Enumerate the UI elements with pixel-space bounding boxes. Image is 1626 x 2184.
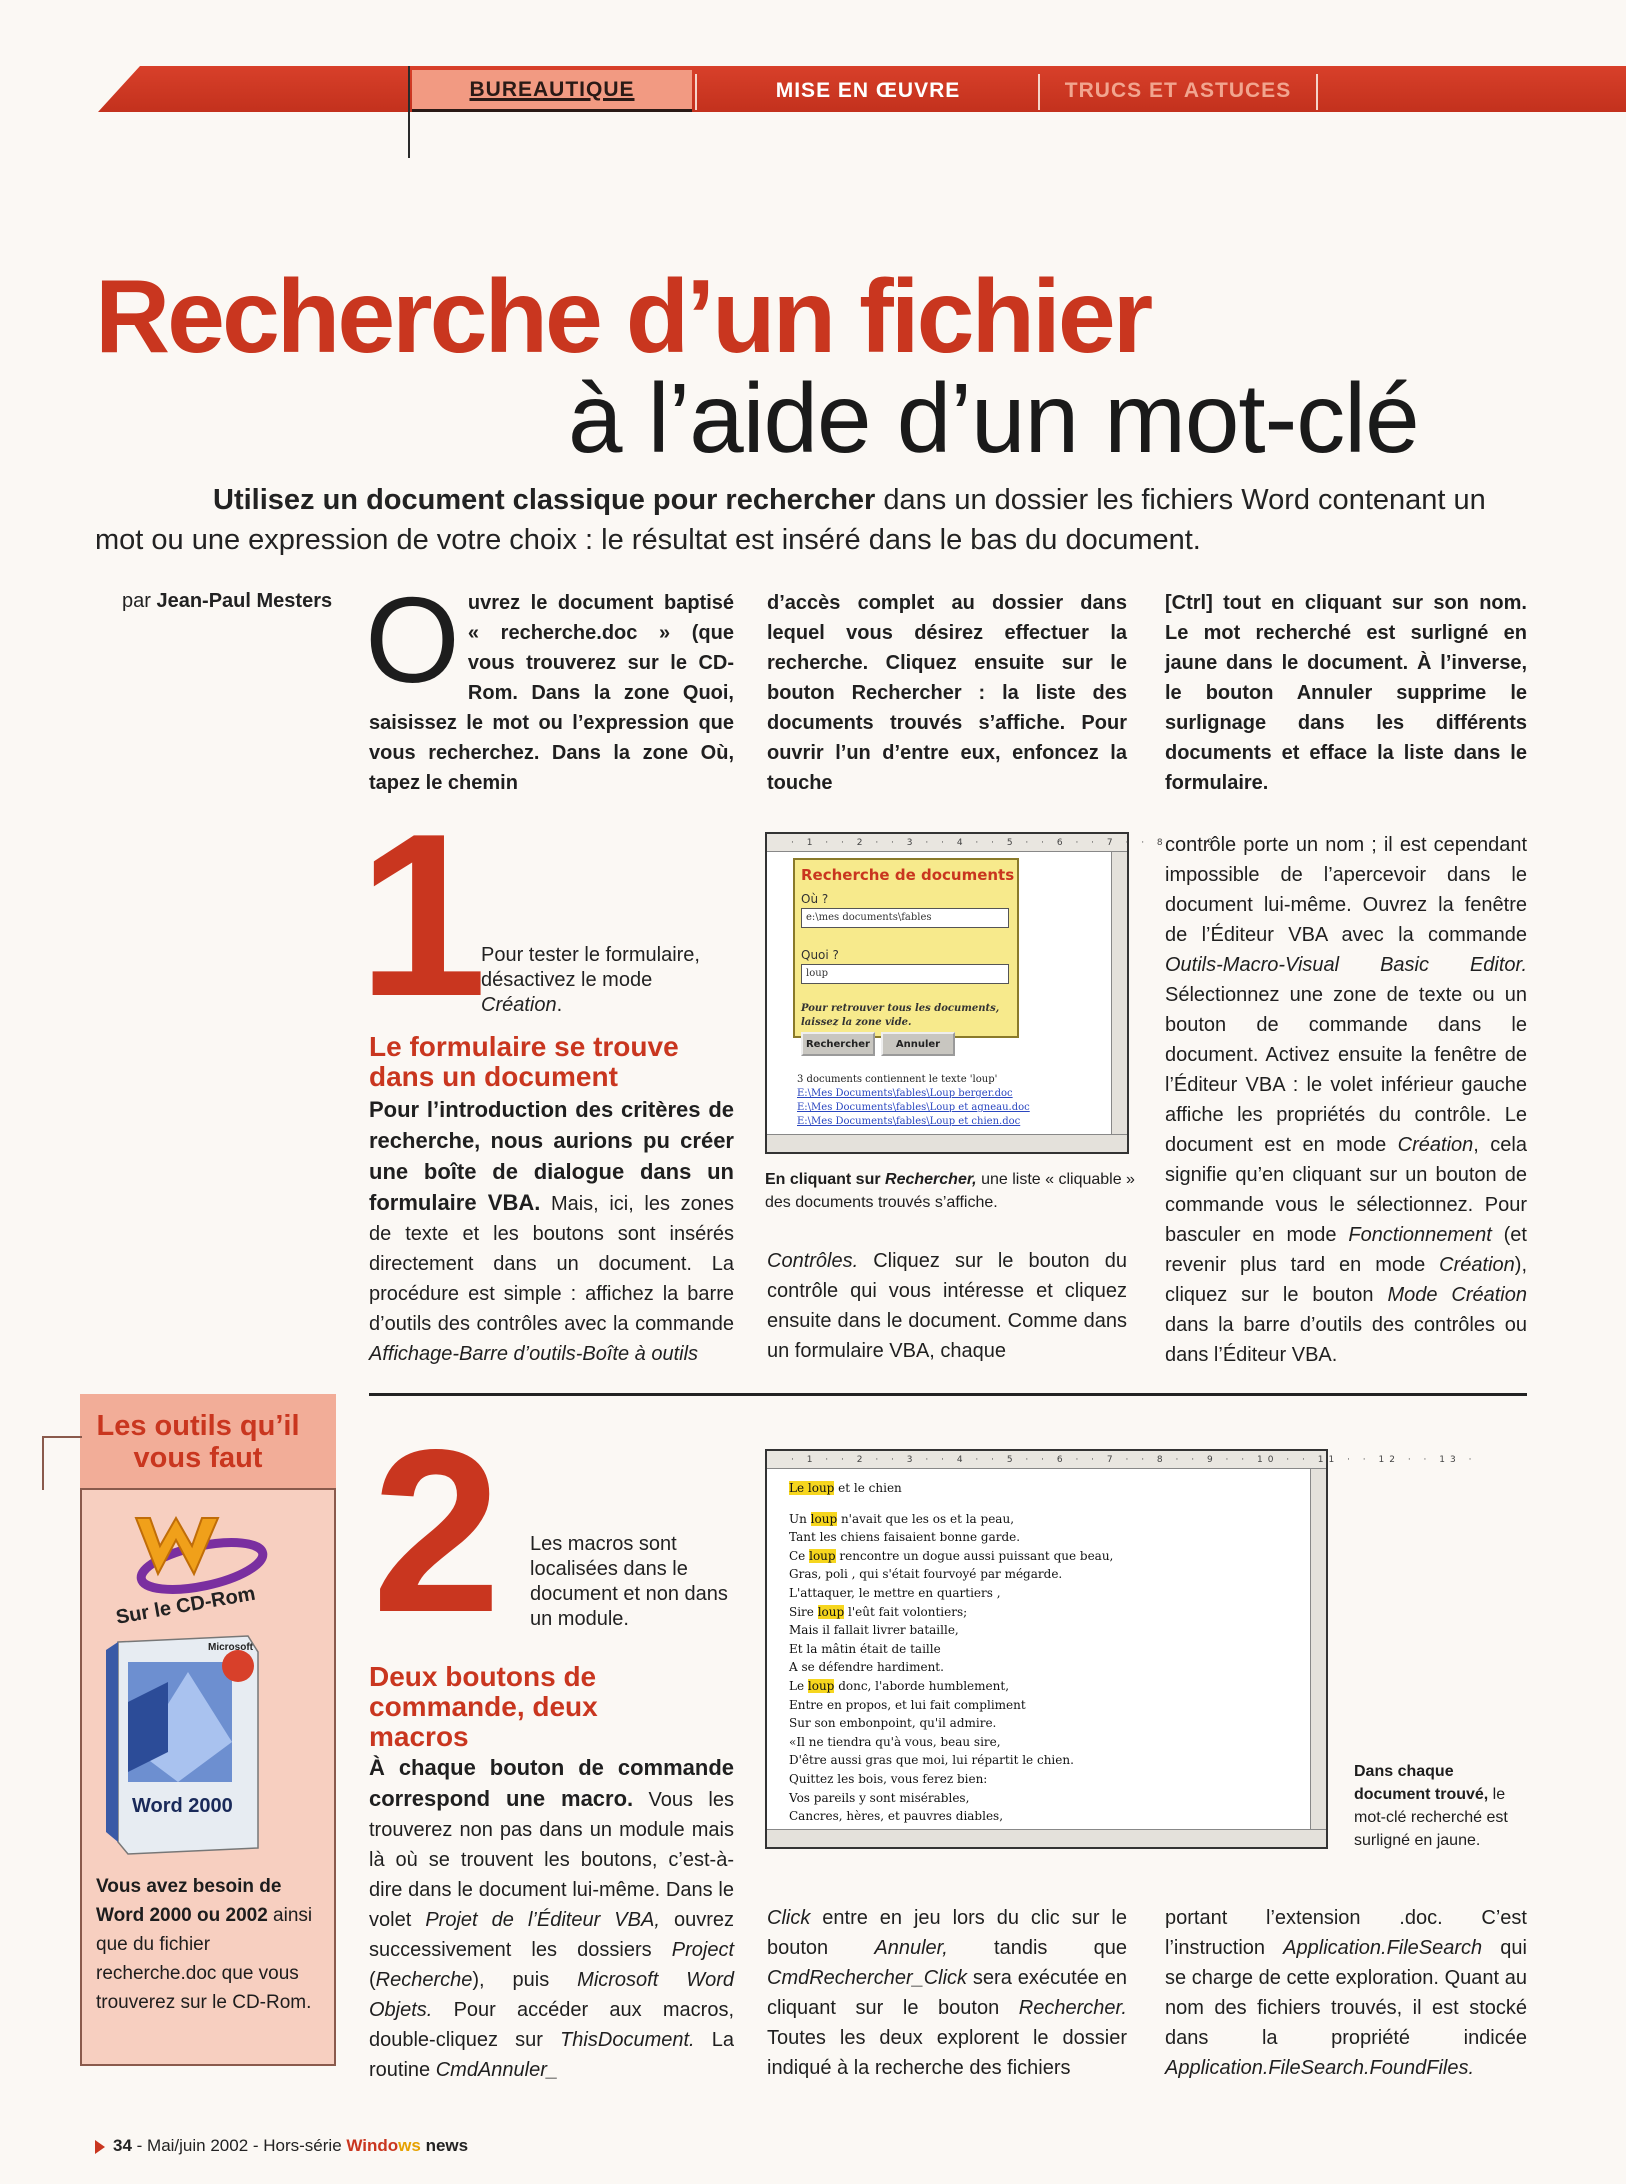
step1-col2-text: Cliquez sur le bouton du contrôle qui vous intéresse et cliquez ensuite dans le document. Comme dans un formulaire VBA, chaque bbox=[767, 1250, 1127, 1362]
step1-col3-b: Sélectionnez une zone de texte ou un bouton de commande dans le document. Activez ensuite la fenêtre de l’Éditeur VBA : le volet inférieur gauche affiche les propriétés du contrôle. Le document est en mode bbox=[1165, 984, 1527, 1156]
step2-col3-a: portant l’extension .doc. C’est l’instruction bbox=[1165, 1907, 1527, 1959]
form-title: Recherche de documents bbox=[801, 866, 1015, 884]
word-2000-box-icon bbox=[98, 1632, 278, 1858]
result-link[interactable]: E:\Mes Documents\fables\Loup berger.doc bbox=[797, 1088, 1013, 1099]
poem-text: n'avait que les os et la peau, bbox=[837, 1511, 1015, 1526]
poem-title-hl: Le loup bbox=[789, 1481, 835, 1495]
poem-text: Sire bbox=[789, 1604, 818, 1619]
highlighted-keyword: loup bbox=[807, 1678, 835, 1693]
step2-caption: Les macros sont localisées dans le document et non dans un module. bbox=[530, 1533, 728, 1630]
footer-brand-a: Windo bbox=[346, 2136, 399, 2155]
step2-body-i5: ThisDocument. bbox=[560, 2029, 695, 2051]
poem-text: Tant les chiens faisaient bonne garde. bbox=[789, 1530, 1021, 1545]
highlighted-keyword: loup bbox=[809, 1548, 836, 1563]
poem-line bbox=[789, 1547, 1113, 1566]
poem-lines bbox=[789, 1510, 1113, 1826]
form-hint: Pour retrouver tous les documents, laissez la zone vide. bbox=[801, 1003, 1000, 1028]
step1-caption-c: . bbox=[556, 994, 563, 1016]
poem-text: l'eût fait volontiers; bbox=[844, 1604, 968, 1619]
poem-caption bbox=[1354, 1760, 1534, 1852]
step1-col3-i1: Outils-Macro-Visual Basic Editor. bbox=[1165, 954, 1527, 976]
step1-col-2 bbox=[767, 1246, 1127, 1366]
step2-body-i2: Project bbox=[671, 1939, 734, 1961]
step1-col3-a: contrôle porte un nom ; il est cependant impossible de l’apercevoir dans le document lui-même. Ouvrez la fenêtre de l’Éditeur VBA avec la commande bbox=[1165, 834, 1527, 946]
step2-lead: À chaque bouton de commande correspond une macro. bbox=[369, 1755, 734, 1811]
step1-lead: Pour l’introduction des critères de recherche, nous aurions pu créer une boîte de dialogue dans un formulaire VBA. bbox=[369, 1097, 734, 1215]
poem-text: Ce bbox=[789, 1548, 810, 1563]
step1-col3-i2: Création bbox=[1397, 1134, 1474, 1156]
sidebar-title: Les outils qu’il vous faut bbox=[96, 1410, 300, 1474]
poem-text: Vos pareils y sont misérables, bbox=[789, 1790, 970, 1805]
poem-line bbox=[789, 1658, 1113, 1677]
byline-prefix: par bbox=[122, 590, 157, 612]
poem-text: Gras, poli , qui s'était fourvoyé par mégarde. bbox=[789, 1567, 1063, 1582]
step-number-1: 1 bbox=[358, 786, 488, 1045]
poem-line bbox=[789, 1714, 1113, 1733]
caption1-bold: En cliquant sur bbox=[765, 1171, 886, 1188]
step2-body-d: ), puis bbox=[472, 1969, 578, 1991]
result-link[interactable]: E:\Mes Documents\fables\Loup et chien.doc bbox=[797, 1116, 1021, 1127]
poem-line bbox=[789, 1510, 1113, 1529]
vertical-scrollbar[interactable] bbox=[1310, 1469, 1326, 1829]
cd-rom-logo-icon bbox=[106, 1510, 286, 1629]
step1-col-3 bbox=[1165, 830, 1527, 1370]
form-screenshot bbox=[765, 832, 1234, 1154]
step1-body: Mais, ici, les zones de texte et les boutons sont insérés directement dans un document. La procédure est simple : affichez la barre d’outils des contrôles avec la commande bbox=[369, 1193, 734, 1335]
step1-col3-i3: Fonctionnement bbox=[1348, 1224, 1492, 1246]
step1-col3-i4: Création bbox=[1439, 1254, 1515, 1276]
step1-col2-italic: Contrôles. bbox=[767, 1250, 859, 1272]
poem-line bbox=[789, 1603, 1113, 1622]
tab-bureautique-label: BUREAUTIQUE bbox=[469, 77, 635, 101]
step2-body-i3: Recherche bbox=[375, 1969, 473, 1991]
footer-arrow-icon bbox=[95, 2140, 105, 2154]
tab-bureautique[interactable] bbox=[412, 70, 692, 112]
tab-trucs-et-astuces[interactable]: TRUCS ET ASTUCES bbox=[1064, 79, 1292, 102]
where-label: Où ? bbox=[801, 892, 829, 906]
poem-ruler: · 1 · · 2 · · 3 · · 4 · · 5 · · 6 · · 7 · · 8 · · 9 · · 10 · · 11 · · 12 · · 13 · bbox=[767, 1451, 1326, 1469]
step1-col-1 bbox=[369, 1095, 734, 1369]
step-number-2: 2 bbox=[372, 1402, 502, 1661]
poem-text: Sur son embonpoint, qu'il admire. bbox=[789, 1716, 997, 1731]
poem-document bbox=[789, 1479, 1113, 1826]
poem-text: Le bbox=[789, 1678, 808, 1693]
poem-text: «Il ne tiendra qu'à vous, beau sire, bbox=[789, 1734, 1001, 1749]
cancel-button[interactable]: Annuler bbox=[881, 1032, 955, 1056]
step2-col2-i1: Click bbox=[767, 1907, 811, 1929]
lead-bold: Utilisez un document classique pour rechercher bbox=[213, 484, 876, 516]
poem-line bbox=[789, 1565, 1113, 1584]
drop-cap: O bbox=[365, 572, 460, 708]
poem-title bbox=[789, 1479, 1113, 1498]
step2-col-3 bbox=[1165, 1903, 1527, 2083]
step2-body-b: ouvrez successivement les dossiers bbox=[369, 1909, 734, 1961]
intro-col-1 bbox=[365, 572, 734, 798]
step1-col3-f: dans la barre d’outils des contrôles ou dans l’Éditeur VBA. bbox=[1165, 1314, 1527, 1366]
horizontal-scrollbar[interactable] bbox=[767, 1134, 1127, 1152]
what-label: Quoi ? bbox=[801, 948, 839, 962]
poem-text: Mais il fallait livrer bataille, bbox=[789, 1623, 959, 1638]
section-divider bbox=[369, 1393, 1527, 1396]
caption2-bold: Dans chaque document trouvé, bbox=[1354, 1763, 1489, 1803]
banner-divider-line bbox=[408, 66, 410, 158]
step2-body-c: ( bbox=[369, 1969, 376, 1991]
highlighted-keyword: loup bbox=[810, 1511, 838, 1526]
poem-line bbox=[789, 1640, 1113, 1659]
poem-text: A se défendre hardiment. bbox=[789, 1660, 944, 1675]
result-link[interactable]: E:\Mes Documents\fables\Loup et agneau.doc bbox=[797, 1102, 1030, 1113]
footer-text: - Mai/juin 2002 - Hors-série bbox=[131, 2136, 347, 2155]
poem-text: D'être aussi gras que moi, lui répartit le chien. bbox=[789, 1753, 1074, 1768]
poem-text: Entre en propos, et lui fait compliment bbox=[789, 1697, 1026, 1712]
what-input[interactable]: loup bbox=[801, 964, 1009, 984]
poem-text: donc, l'aborde humblement, bbox=[834, 1678, 1010, 1693]
step1-col3-i5: Mode Création bbox=[1387, 1284, 1527, 1306]
step2-col2-a: entre en jeu lors du clic sur le bouton bbox=[767, 1907, 1127, 1959]
sidebar-text bbox=[96, 1872, 320, 2017]
step2-body-a: Vous les trouverez non pas dans un module mais là où se trouvent les boutons, c’est-à-dire dans le document lui-même. Dans le volet bbox=[369, 1789, 734, 1931]
poem-title-post: et le chien bbox=[834, 1481, 902, 1495]
tab-separator bbox=[1316, 74, 1318, 110]
intro-col-3: [Ctrl] tout en cliquant sur son nom. Le mot recherché est surligné en jaune dans le document. À l’inverse, le bouton Annuler supprime le surlignage dans les différents documents et efface la liste dans le formulaire. bbox=[1165, 592, 1527, 794]
intro-col-2: d’accès complet au dossier dans lequel vous désirez effectuer la recherche. Cliquez ensuite sur le bouton Rechercher : la liste des documents trouvés s’affiche. Pour ouvrir l’un d’entre eux, enfoncez la touche bbox=[767, 592, 1127, 794]
step1-col3-d: (et revenir plus tard en mode bbox=[1165, 1224, 1527, 1276]
poem-text: Cancres, hères, et pauvres diables, bbox=[789, 1809, 1004, 1824]
step1-col3-c: , cela signifie qu’en cliquant sur un bouton de commande vous le sélectionnez. Pour basculer en mode bbox=[1165, 1134, 1527, 1246]
search-form bbox=[793, 858, 1019, 1038]
tab-mise-en-oeuvre[interactable]: MISE EN ŒUVRE bbox=[775, 79, 961, 102]
article-title-line1: Recherche d’un fichier bbox=[95, 259, 1151, 375]
page-number: 34 bbox=[113, 2136, 132, 2155]
byline bbox=[122, 590, 332, 613]
page-footer bbox=[95, 2136, 468, 2156]
cd-rom-label: Sur le CD-Rom bbox=[114, 1582, 258, 1629]
poem-text: Un bbox=[789, 1511, 811, 1526]
product-brand: Microsoft bbox=[208, 1642, 253, 1653]
footer-brand-b: ws bbox=[398, 2136, 421, 2155]
step2-body-i6: CmdAnnuler_ bbox=[435, 2059, 559, 2081]
poem-text: Et la mâtin était de taille bbox=[789, 1641, 941, 1656]
sidebar-text-rest: ainsi que du fichier recherche.doc que vous trouverez sur le CD-Rom. bbox=[96, 1905, 313, 2013]
form-ruler: · 1 · · 2 · · 3 · · 4 · · 5 · · 6 · · 7 · · 8 · · 9 · bbox=[767, 834, 1127, 852]
poem-line bbox=[789, 1696, 1113, 1715]
step2-col2-c: sera exécutée en cliquant sur le bouton bbox=[767, 1967, 1127, 2019]
poem-line bbox=[789, 1528, 1113, 1547]
poem-line bbox=[789, 1584, 1113, 1603]
poem-text: L'attaquer, le mettre en quartiers , bbox=[789, 1585, 1001, 1600]
step2-col2-b: tandis que bbox=[947, 1937, 1127, 1959]
horizontal-scrollbar[interactable] bbox=[767, 1829, 1326, 1847]
step1-body-italic: Affichage-Barre d’outils-Boîte à outils bbox=[369, 1343, 699, 1365]
where-input[interactable]: e:\mes documents\fables bbox=[801, 908, 1009, 928]
step2-col3-i1: Application.FileSearch bbox=[1283, 1937, 1483, 1959]
poem-line bbox=[789, 1789, 1113, 1808]
lead-rest: dans un dossier les fichiers Word contenant un mot ou une expression de votre choix : le résultat est inséré dans le bas du document. bbox=[95, 484, 1486, 556]
result-count: 3 documents contiennent le texte 'loup' bbox=[797, 1074, 998, 1085]
step2-col3-b: qui se charge de cette exploration. Quant au nom des fichiers trouvés, il est stocké dans la propriété indicée bbox=[1165, 1937, 1527, 2049]
poem-line bbox=[789, 1807, 1113, 1826]
step1-caption bbox=[481, 943, 721, 1018]
search-button[interactable]: Rechercher bbox=[801, 1032, 875, 1056]
step1-col3-e: ), cliquez sur le bouton bbox=[1165, 1254, 1527, 1306]
poem-line bbox=[789, 1677, 1113, 1696]
highlighted-keyword: loup bbox=[817, 1604, 845, 1619]
step1-caption-a: Pour tester le formulaire, désactivez le mode bbox=[481, 944, 700, 991]
step1-caption-b: Création bbox=[481, 994, 557, 1016]
step2-col2-i2: Annuler, bbox=[874, 1937, 948, 1959]
caption1-rest: une liste « cliquable » des documents trouvés s’affiche. bbox=[765, 1171, 1135, 1211]
caption2-rest: le mot-clé recherché est surligné en jaune. bbox=[1354, 1786, 1508, 1849]
form-caption bbox=[765, 1168, 1135, 1214]
step2-col2-i3: CmdRechercher_Click bbox=[767, 1967, 968, 1989]
poem-line bbox=[789, 1621, 1113, 1640]
footer-brand-c: news bbox=[420, 2136, 469, 2155]
tab-separator bbox=[695, 74, 697, 110]
step2-col2-i4: Rechercher. bbox=[1018, 1997, 1127, 2019]
step2-col-1 bbox=[369, 1753, 734, 2085]
sidebar-text-bold: Vous avez besoin de Word 2000 ou 2002 bbox=[96, 1876, 282, 1926]
poem-text: Quittez les bois, vous ferez bien: bbox=[789, 1771, 988, 1786]
step1-heading: Le formulaire se trouve dans un document bbox=[369, 1031, 679, 1092]
step2-col3-i2: Application.FileSearch.FoundFiles. bbox=[1165, 2057, 1475, 2079]
article-lead bbox=[95, 480, 1535, 560]
byline-author: Jean-Paul Mesters bbox=[156, 590, 333, 612]
product-name: Word 2000 bbox=[132, 1795, 233, 1817]
step2-col-2 bbox=[767, 1903, 1127, 2083]
intro-col-1-text: uvrez le document baptisé « recherche.doc » (que vous trouverez sur le CD-Rom. Dans la zone Quoi, saisissez le mot ou l’expression que vous recherchez. Dans la zone Où, tapez le chemin bbox=[369, 592, 734, 794]
step2-body-i4: Microsoft Word Objets. bbox=[369, 1969, 734, 2021]
vertical-scrollbar[interactable] bbox=[1111, 852, 1127, 1134]
poem-line bbox=[789, 1751, 1113, 1770]
step2-col2-d: Toutes les deux explorent le dossier indiqué à la recherche des fichiers bbox=[767, 2027, 1127, 2079]
caption1-bold-italic: Rechercher, bbox=[885, 1171, 977, 1188]
step2-heading: Deux boutons de commande, deux macros bbox=[369, 1661, 598, 1752]
poem-text: rencontre un dogue aussi puissant que beau, bbox=[835, 1548, 1114, 1563]
poem-line bbox=[789, 1770, 1113, 1789]
step2-body-f: La routine bbox=[369, 2029, 735, 2081]
poem-line bbox=[789, 1733, 1113, 1752]
step2-body-i1: Projet de l’Éditeur VBA, bbox=[425, 1909, 660, 1931]
step2-body-e: Pour accéder aux macros, double-cliquez sur bbox=[369, 1999, 734, 2051]
article-title-line2: à l’aide d’un mot-clé bbox=[568, 363, 1419, 473]
